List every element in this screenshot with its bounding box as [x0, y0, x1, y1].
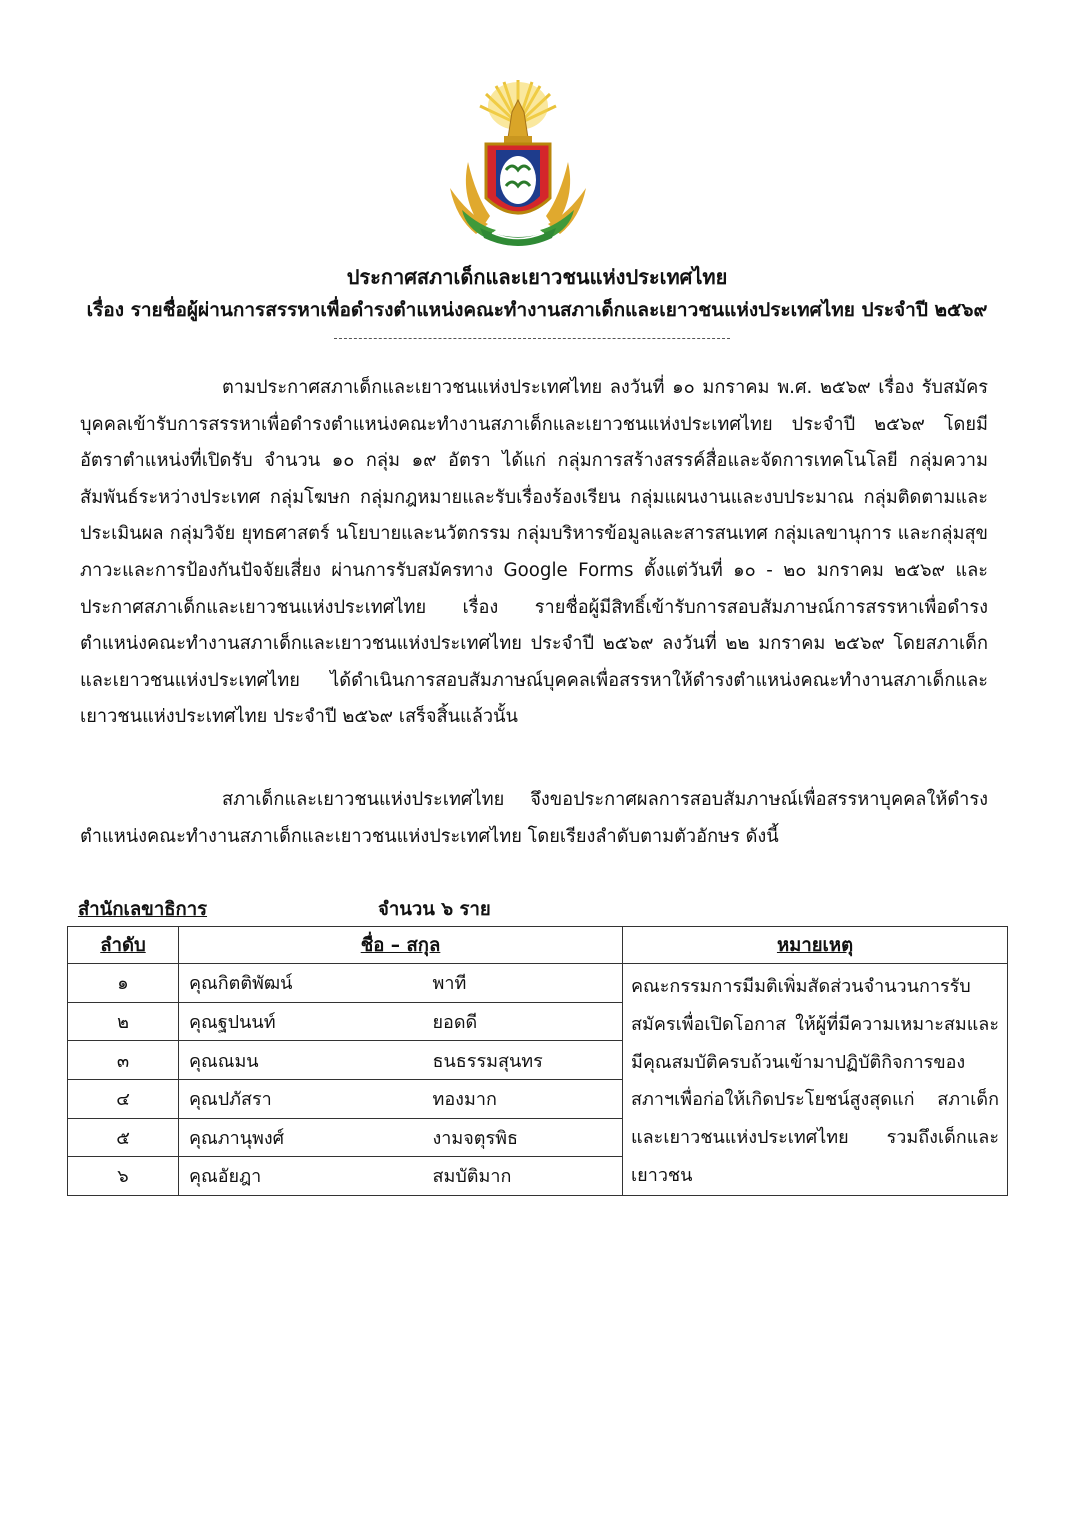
body-paragraph-1: ตามประกาศสภาเด็กและเยาวชนแห่งประเทศไทย ลงวันที่ ๑๐ มกราคม พ.ศ. ๒๕๖๙ เรื่อง รับสมัครบุคคลเข้ารับการสรรหาเพื่อดำรงตำแหน่งคณะทำงานสภาเด็กและเยาวชนแห่งประเทศไทย ประจำปี ๒๕๖๙ โดยมีอัตราตำแหน่งที่เปิดรับ จำนวน ๑๐ กลุ่ม ๑๙ อัตรา ได้แก่ กลุ่มการสร้างสรรค์สื่อและจัดการเทคโนโลยี กลุ่มความสัมพันธ์ระหว่างประเทศ กลุ่มโฆษก กลุ่มกฎหมายและรับเรื่องร้องเรียน กลุ่มแผนงานและงบประมาณ กลุ่มติดตามและประเมินผล กลุ่มวิจัย ยุทธศาสตร์ นโยบายและนวัตกรรม กลุ่มบริหารข้อมูลและสารสนเทศ กลุ่มเลขานุการ และกลุ่มสุขภาวะและการป้องกันปัจจัยเสี่ยง ผ่านการรับสมัครทาง Google Forms ตั้งแต่วันที่ ๑๐ - ๒๐ มกราคม ๒๕๖๙ และประกาศสภาเด็กและเยาวชนแห่งประเทศไทย เรื่อง รายชื่อผู้มีสิทธิ์เข้ารับการสอบสัมภาษณ์การสรรหาเพื่อดำรงตำแหน่งคณะทำงานสภาเด็กและเยาวชนแห่งประเทศไทย ประจำปี ๒๕๖๙ ลงวันที่ ๒๒ มกราคม ๒๕๖๙ โดยสภาเด็กและเยาวชนแห่งประเทศไทย ได้ดำเนินการสอบสัมภาษณ์บุคคลเพื่อสรรหาให้ดำรงตำแหน่งคณะทำงานสภาเด็กและเยาวชนแห่งประเทศไทย ประจำปี ๒๕๖๙ เสร็จสิ้นแล้วนั้น [80, 377, 988, 728]
body-paragraph-2: สภาเด็กและเยาวชนแห่งประเทศไทย จึงขอประกาศผลการสอบสัมภาษณ์เพื่อสรรหาบุคคลให้ดำรงตำแหน่งคณะทำงานสภาเด็กและเยาวชนแห่งประเทศไทย โดยเรียงลำดับตามตัวอักษร ดังนี้ [80, 789, 988, 847]
results-table [67, 926, 1008, 1196]
last-name: พาที [423, 964, 623, 1003]
row-number: ๑ [68, 964, 179, 1003]
first-name: คุณฐปนนท์ [179, 1002, 423, 1041]
section-count: จำนวน ๖ ราย [378, 899, 491, 920]
table-row [68, 964, 1008, 1003]
first-name: คุณภานุพงศ์ [179, 1118, 423, 1157]
header-remark: หมายเหตุ [623, 927, 1008, 964]
council-emblem-logo [446, 78, 590, 256]
divider-line [334, 338, 730, 339]
remark-cell: คณะกรรมการมีมติเพิ่มสัดส่วนจำนวนการรับสมัครเพื่อเปิดโอกาส ให้ผู้ที่มีความเหมาะสมและมีคุณสมบัติครบถ้วนเข้ามาปฏิบัติกิจการของ สภาฯเพื่อก่อให้เกิดประโยชน์สูงสุดแก่ สภาเด็กและเยาวชนแห่งประเทศไทย รวมถึงเด็กและเยาวชน [623, 964, 1008, 1196]
last-name: สมบัติมาก [423, 1157, 623, 1196]
first-name: คุณอัยฎา [179, 1157, 423, 1196]
row-number: ๓ [68, 1041, 179, 1080]
row-number: ๕ [68, 1118, 179, 1157]
first-name: คุณปภัสรา [179, 1079, 423, 1118]
section-name: สำนักเลขาธิการ [78, 899, 208, 920]
table-header-row [68, 927, 1008, 964]
last-name: งามจตุรพิธ [423, 1118, 623, 1157]
last-name: ทองมาก [423, 1079, 623, 1118]
last-name: ยอดดี [423, 1002, 623, 1041]
row-number: ๖ [68, 1157, 179, 1196]
row-number: ๒ [68, 1002, 179, 1041]
first-name: คุณกิตติพัฒน์ [179, 964, 423, 1003]
announcement-subject: เรื่อง รายชื่อผู้ผ่านการสรรหาเพื่อดำรงตำแหน่งคณะทำงานสภาเด็กและเยาวชนแห่งประเทศไทย ประจำปี ๒๕๖๙ [86, 299, 988, 321]
announcement-title: ประกาศสภาเด็กและเยาวชนแห่งประเทศไทย [346, 265, 728, 289]
header-order: ลำดับ [68, 927, 179, 964]
first-name: คุณณมน [179, 1041, 423, 1080]
header-name: ชื่อ – สกุล [179, 927, 623, 964]
last-name: ธนธรรมสุนทร [423, 1041, 623, 1080]
row-number: ๔ [68, 1079, 179, 1118]
